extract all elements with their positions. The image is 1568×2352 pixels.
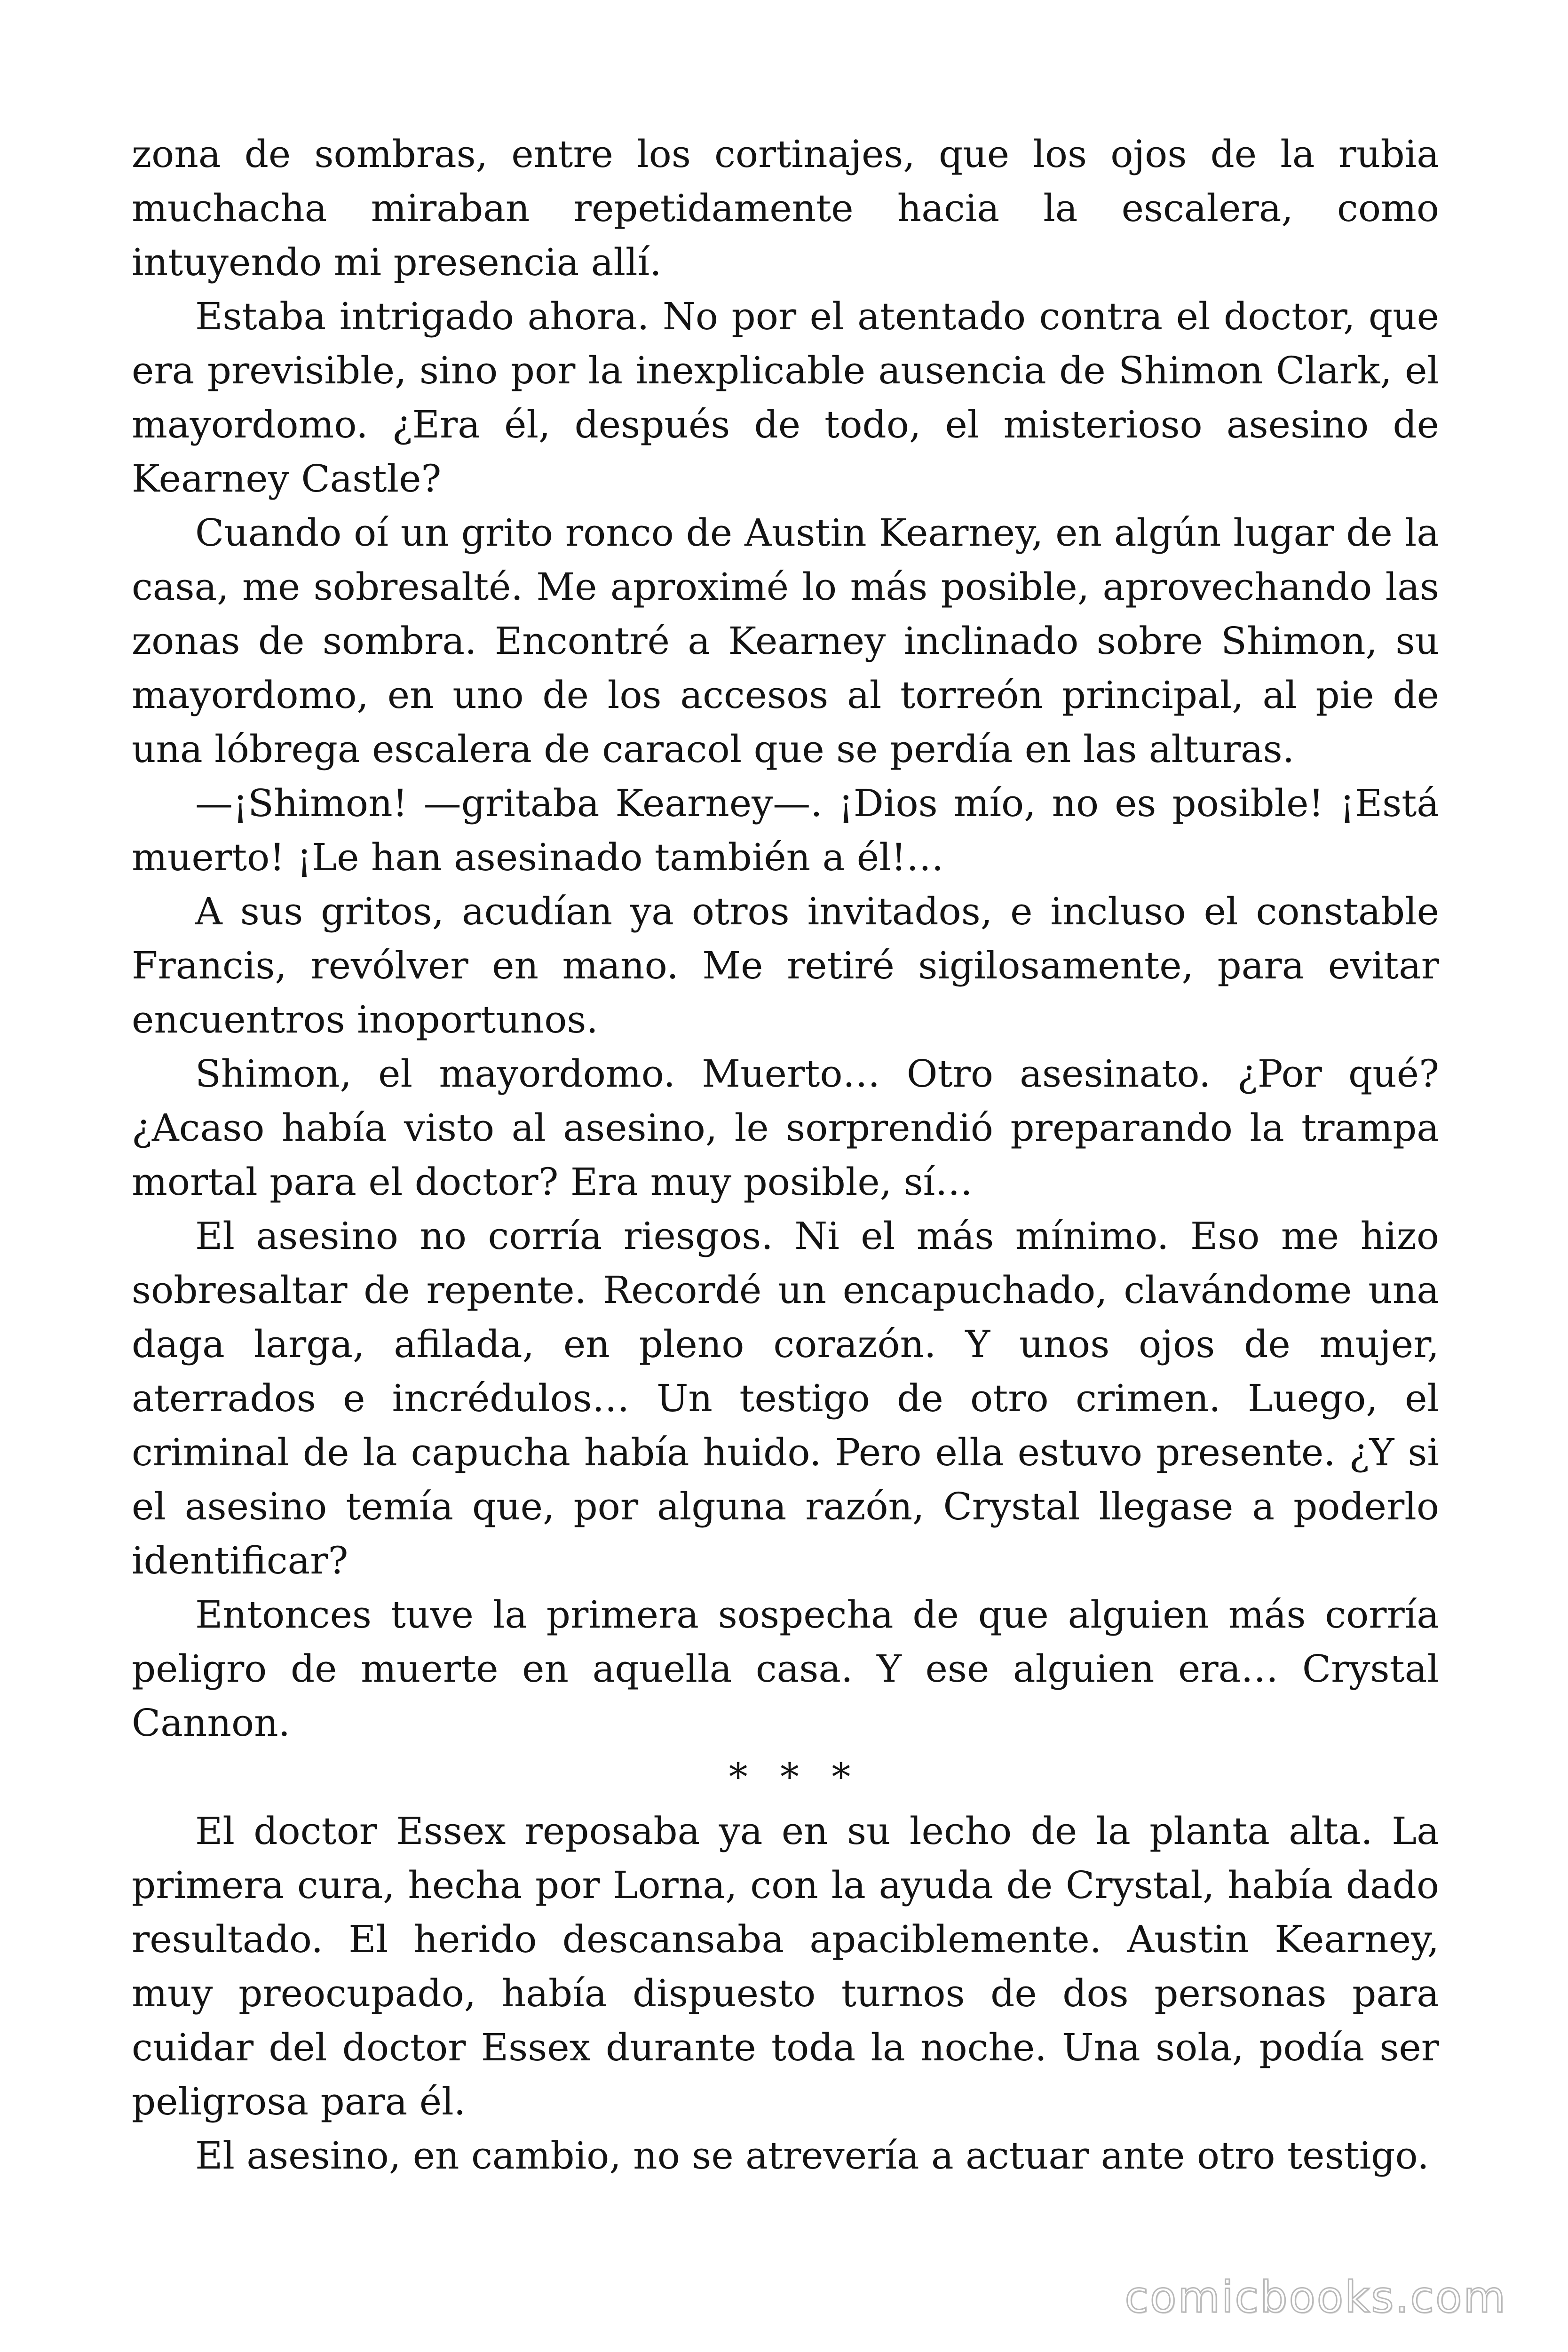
watermark: comicbooks.com (1125, 2272, 1507, 2322)
paragraph-2: Estaba intrigado ahora. No por el atentado contra el doctor, que era previsible, sino por la inexplicable ausencia de Shimon Clark, el mayordomo. ¿Era él, después de todo, el misterioso asesino de Kearney Castle? (132, 294, 1439, 501)
paragraph-6: Shimon, el mayordomo. Muerto… Otro asesinato. ¿Por qué? ¿Acaso había visto al asesino, le sorprendió preparando la trampa mortal para el doctor? Era muy posible, sí… (132, 1052, 1439, 1204)
paragraph-7: El asesino no corría riesgos. Ni el más mínimo. Eso me hizo sobresaltar de repente. Recordé un encapuchado, clavándome una daga larga, afilada, en pleno corazón. Y unos ojos de mujer, aterrados e incrédulos… Un testigo de otro crimen. Luego, el criminal de la capucha había huido. Pero ella estuvo presente. ¿Y si el asesino temía que, por alguna razón, Crystal llegase a poderlo identificar? (132, 1214, 1439, 1582)
paragraph-10: El asesino, en cambio, no se atrevería a actuar ante otro testigo. (195, 2134, 1429, 2177)
paragraph-3: Cuando oí un grito ronco de Austin Kearney, en algún lugar de la casa, me sobresalté. Me aproximé lo más posible, aprovechando las zonas de sombra. Encontré a Kearney inclinado sobre Shimon, su mayordomo, en uno de los accesos al torreón principal, al pie de una lóbrega escalera de caracol que se perdía en las alturas. (132, 511, 1439, 771)
paragraph-1: zona de sombras, entre los cortinajes, que los ojos de la rubia muchacha miraban repetidamente hacia la escalera, como intuyendo mi presencia allí. (132, 132, 1439, 284)
paragraph-5: A sus gritos, acudían ya otros invitados, e incluso el constable Francis, revólver en mano. Me retiré sigilosamente, para evitar encuentros inoportunos. (132, 890, 1439, 1041)
paragraph-4: —¡Shimon! —gritaba Kearney—. ¡Dios mío, no es posible! ¡Está muerto! ¡Le han asesinado también a él!… (132, 781, 1439, 879)
paragraph-8: Entonces tuve la primera sospecha de que alguien más corría peligro de muerte en aquella casa. Y ese alguien era… Crystal Cannon. (132, 1593, 1439, 1745)
page-text (132, 127, 1439, 2183)
paragraph-9: El doctor Essex reposaba ya en su lecho de la planta alta. La primera cura, hecha por Lorna, con la ayuda de Crystal, había dado resultado. El herido descansaba apaciblemente. Austin Kearney, muy preocupado, había dispuesto turnos de dos personas para cuidar del doctor Essex durante toda la noche. Una sola, podía ser peligrosa para él. (132, 1809, 1439, 2123)
section-separator: * * * (729, 1755, 861, 1799)
